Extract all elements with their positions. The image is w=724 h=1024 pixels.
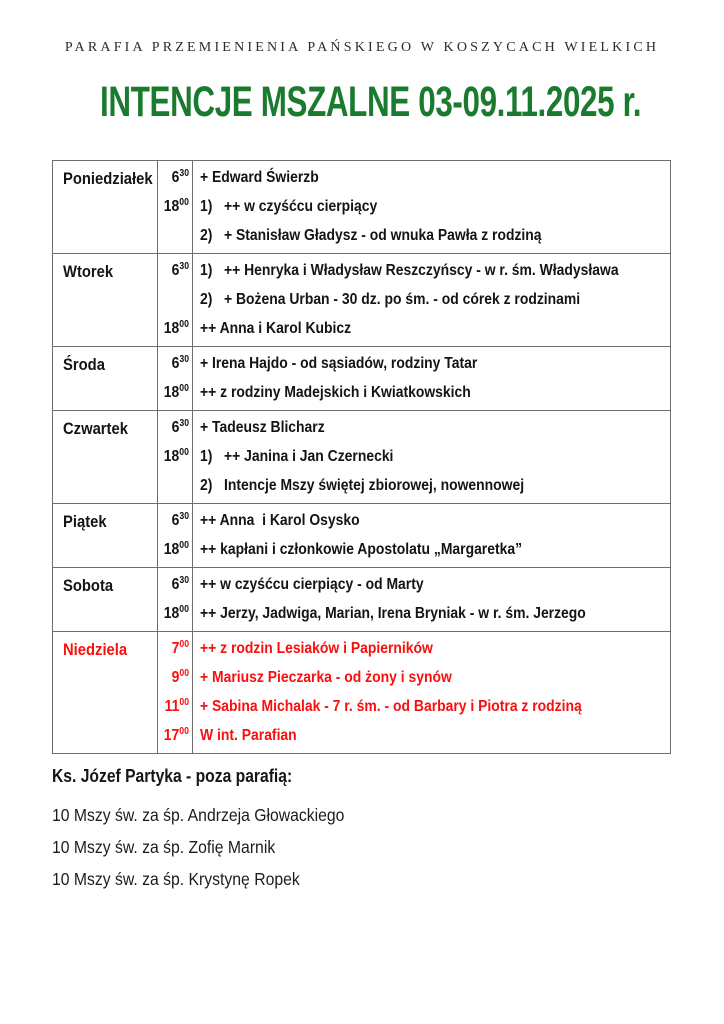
intentions-column: [193, 632, 670, 753]
mass-time: [158, 222, 192, 251]
time-column: [158, 161, 193, 253]
mass-time: $6^{30}$: [171, 261, 189, 279]
time-column: [158, 568, 193, 631]
table-row-thursday: [53, 411, 670, 504]
table-row-sunday: [53, 632, 670, 753]
mass-intention: + Edward Świerzb: [200, 169, 319, 186]
mass-time: $18^{00}$: [163, 383, 189, 401]
footer-notes: [52, 763, 672, 895]
mass-intention: 1) ++ Henryka i Władysław Reszczyńscy - w r. śm. Władysława: [200, 262, 619, 279]
mass-intentions-table: [52, 160, 671, 754]
mass-time: $7^{00}$: [171, 639, 189, 657]
page-title-text: INTENCJE MSZALNE 03-09.11.2025 r.: [100, 78, 642, 126]
mass-intention: ++ Anna i Karol Osysko: [200, 512, 360, 529]
intentions-column: [193, 568, 670, 631]
time-column: [158, 254, 193, 346]
time-column: [158, 504, 193, 567]
mass-intention: ++ z rodziny Madejskich i Kwiatkowskich: [200, 384, 471, 401]
mass-time: $6^{30}$: [171, 418, 189, 436]
page-title: [0, 78, 724, 127]
day-cell: [53, 411, 158, 503]
intentions-column: [193, 161, 670, 253]
day-cell: [53, 504, 158, 567]
time-column: [158, 347, 193, 410]
mass-time: [158, 472, 192, 501]
mass-time: $6^{30}$: [171, 354, 189, 372]
table-row-friday: [53, 504, 670, 568]
mass-time: $18^{00}$: [163, 319, 189, 337]
day-cell: [53, 632, 158, 753]
mass-intention: + Sabina Michalak - 7 r. śm. - od Barbary i Piotra z rodziną: [200, 698, 582, 715]
intentions-column: [193, 411, 670, 503]
mass-intention: + Tadeusz Blicharz: [200, 419, 325, 436]
mass-time: $18^{00}$: [163, 447, 189, 465]
mass-intention: ++ Anna i Karol Kubicz: [200, 320, 352, 337]
day-label: Piątek: [63, 512, 107, 531]
day-label: Sobota: [63, 576, 114, 595]
table-row-tuesday: [53, 254, 670, 347]
mass-time: $9^{00}$: [171, 668, 189, 686]
mass-intention: 1) ++ w czyśćcu cierpiący: [200, 198, 378, 215]
day-label: Niedziela: [63, 640, 128, 659]
footer-item: 10 Mszy św. za śp. Andrzeja Głowackiego: [52, 805, 345, 825]
day-label: Środa: [63, 355, 105, 374]
footer-item: 10 Mszy św. za śp. Zofię Marnik: [52, 837, 276, 857]
mass-intention: ++ w czyśćcu cierpiący - od Marty: [200, 576, 424, 593]
mass-intention: 2) + Stanisław Gładysz - od wnuka Pawła z rodziną: [200, 227, 542, 244]
intentions-column: [193, 347, 670, 410]
mass-intention: + Irena Hajdo - od sąsiadów, rodziny Tatar: [200, 355, 478, 372]
mass-time: $18^{00}$: [163, 197, 189, 215]
mass-time: $18^{00}$: [163, 540, 189, 558]
mass-time: $11^{00}$: [164, 697, 189, 715]
day-label: Czwartek: [63, 419, 128, 438]
intentions-column: [193, 254, 670, 346]
mass-intention: 2) Intencje Mszy świętej zbiorowej, nowennowej: [200, 477, 525, 494]
day-cell: [53, 161, 158, 253]
mass-intention: ++ kapłani i członkowie Apostolatu „Margaretka”: [200, 541, 523, 558]
mass-intention: ++ z rodzin Lesiaków i Papierników: [200, 640, 433, 657]
table-row-wednesday: [53, 347, 670, 411]
day-cell: [53, 254, 158, 346]
mass-time: $6^{30}$: [171, 511, 189, 529]
day-label: Poniedziałek: [63, 169, 153, 188]
mass-intention: W int. Parafian: [200, 727, 297, 744]
mass-intention: ++ Jerzy, Jadwiga, Marian, Irena Bryniak - w r. śm. Jerzego: [200, 605, 586, 622]
mass-time: $17^{00}$: [163, 726, 189, 744]
mass-time: [158, 286, 192, 315]
intentions-column: [193, 504, 670, 567]
day-label: Wtorek: [63, 262, 114, 281]
footer-heading: Ks. Józef Partyka - poza parafią:: [52, 766, 293, 786]
mass-time: $18^{00}$: [163, 604, 189, 622]
footer-item: 10 Mszy św. za śp. Krystynę Ropek: [52, 869, 300, 889]
table-row-monday: [53, 161, 670, 254]
mass-intention: + Mariusz Pieczarka - od żony i synów: [200, 669, 452, 686]
time-column: [158, 632, 193, 753]
time-column: [158, 411, 193, 503]
table-row-saturday: [53, 568, 670, 632]
day-cell: [53, 347, 158, 410]
mass-intention: 1) ++ Janina i Jan Czernecki: [200, 448, 394, 465]
day-cell: [53, 568, 158, 631]
mass-intention: 2) + Bożena Urban - 30 dz. po śm. - od córek z rodzinami: [200, 291, 581, 308]
parish-name: PARAFIA PRZEMIENIENIA PAŃSKIEGO W KOSZYCACH WIELKICH: [64, 40, 660, 55]
mass-time: $6^{30}$: [171, 168, 189, 186]
mass-time: $6^{30}$: [171, 575, 189, 593]
